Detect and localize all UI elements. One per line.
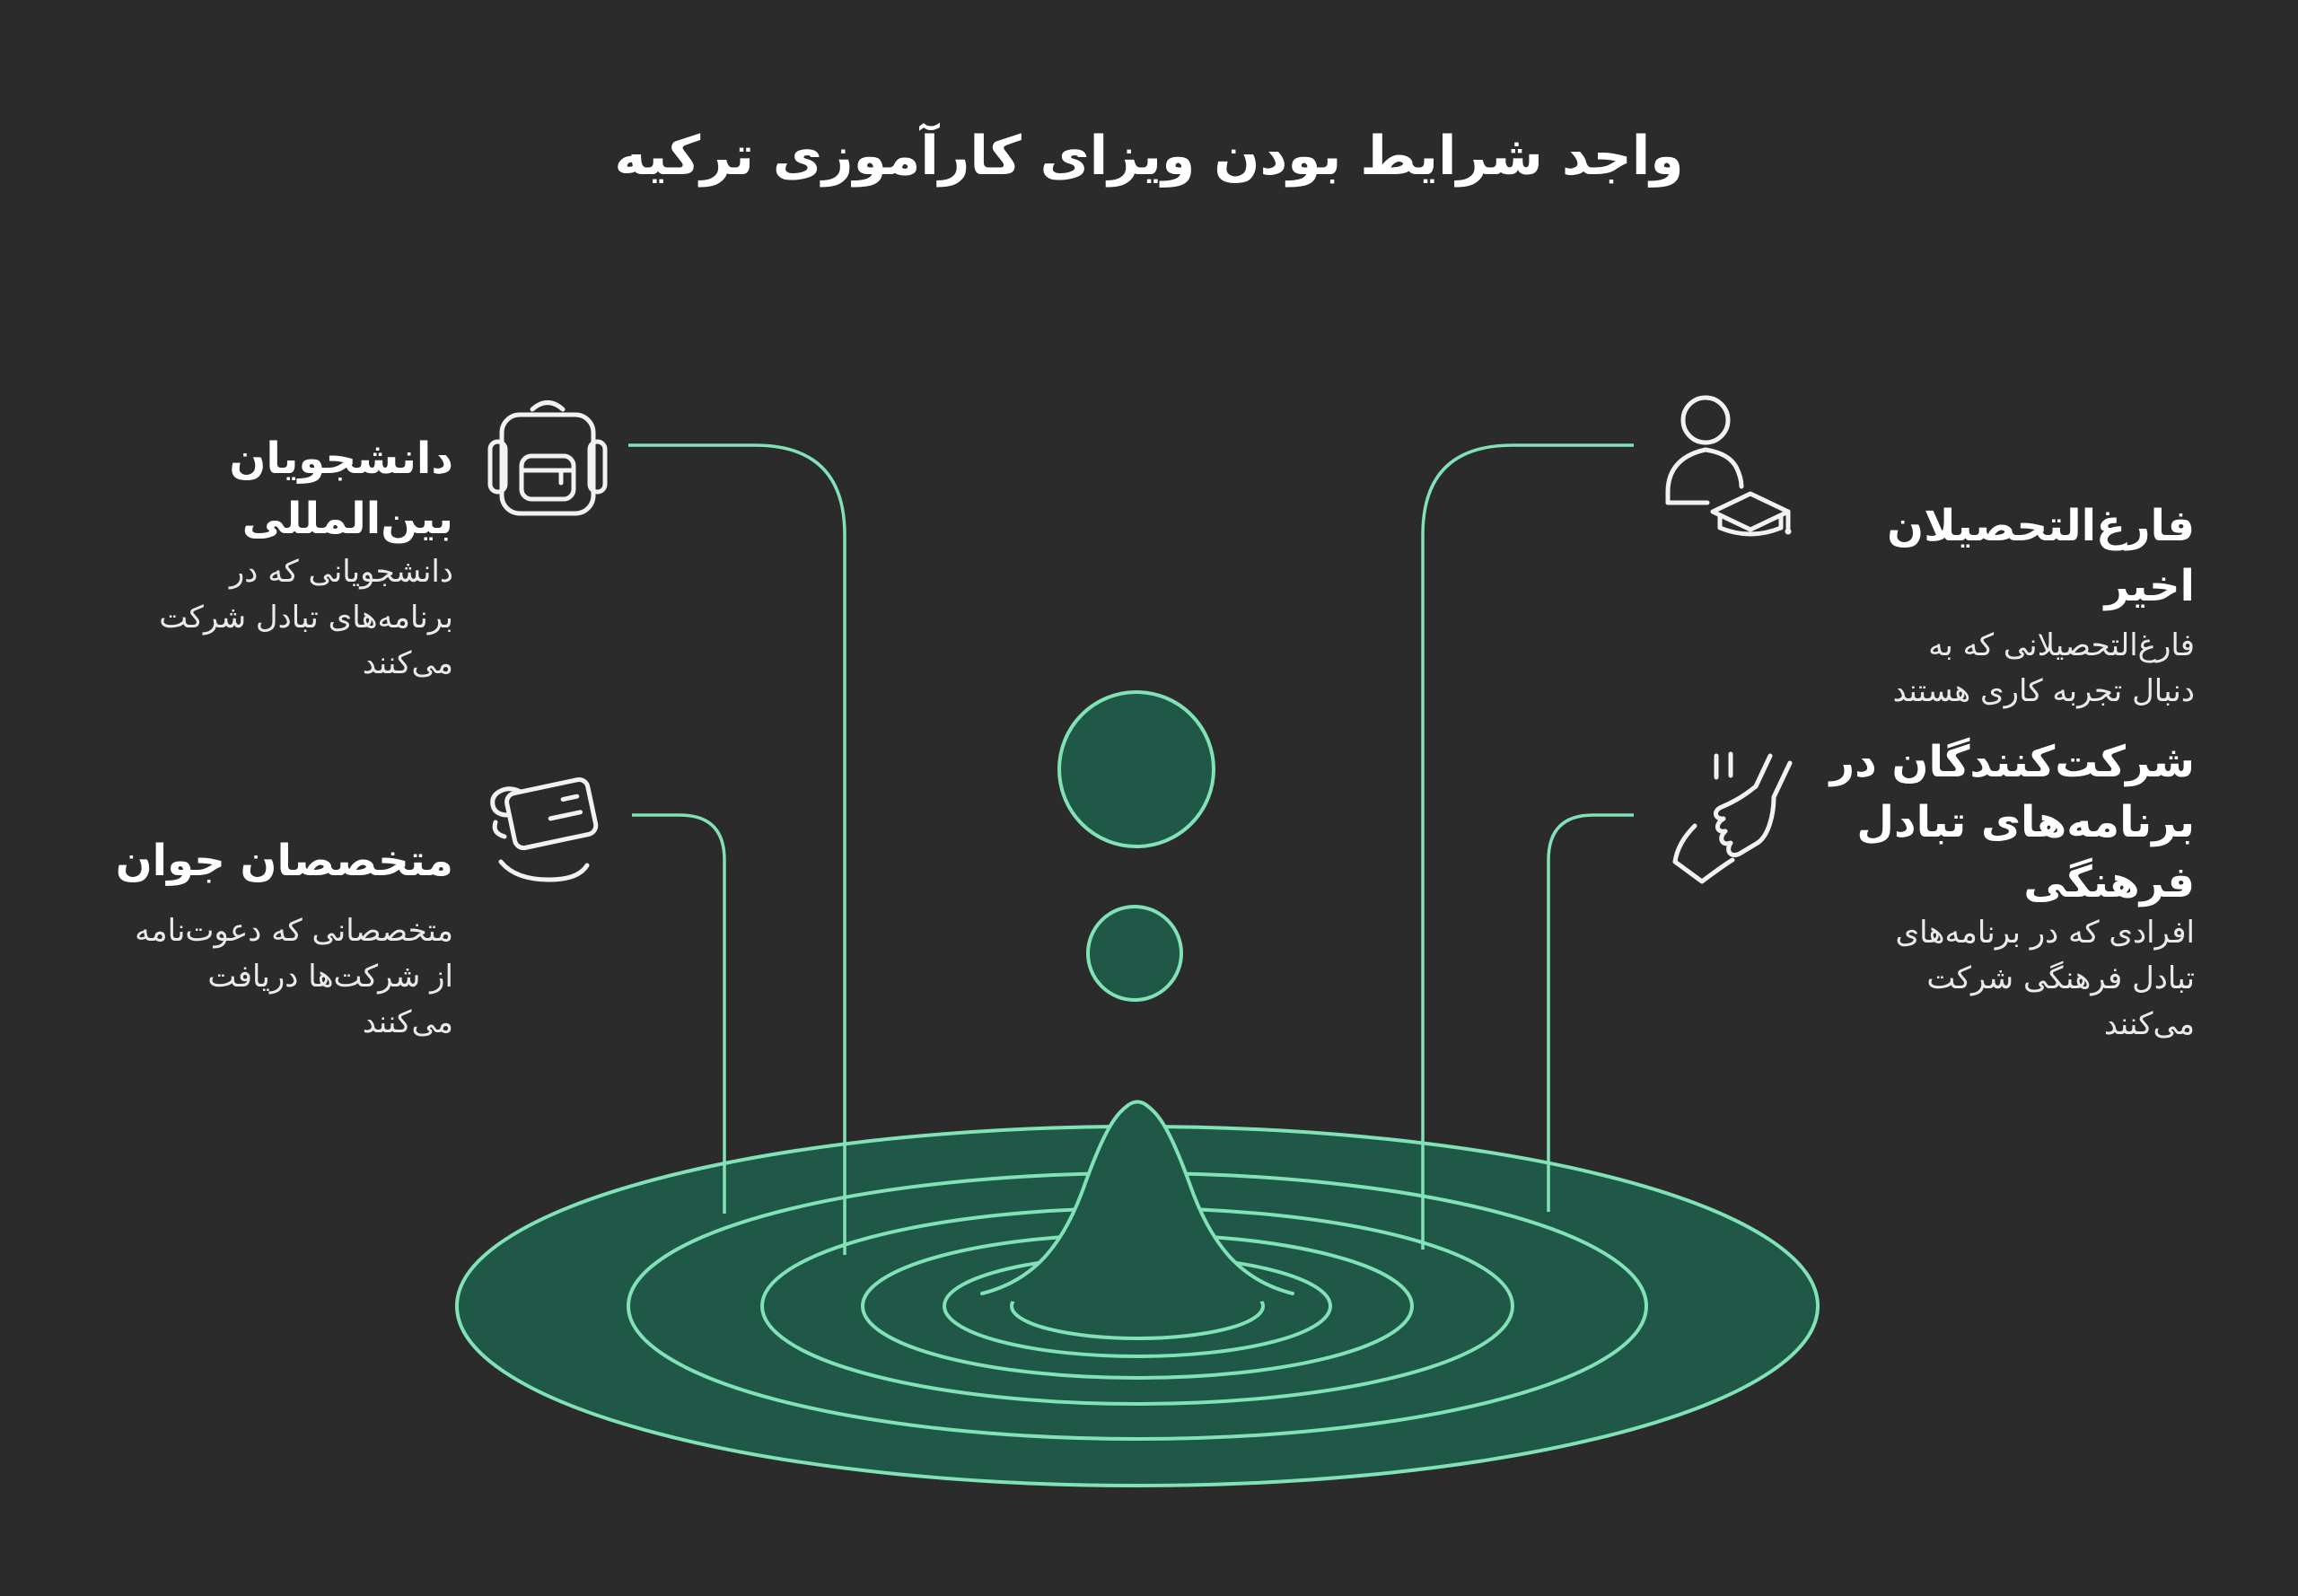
section-description-recent-graduates [1782, 623, 2195, 715]
section-heading-international-students [76, 429, 453, 549]
connector-bottom-right [1548, 815, 1634, 1212]
connector-top-right [1423, 445, 1634, 1250]
description-line: می‌کنند [362, 645, 453, 681]
connector-bottom-left [632, 815, 724, 1214]
section-description-cultural-exchange [1782, 910, 2195, 1048]
description-line: از شرکت‌ها دریافت [207, 959, 453, 995]
page-title: واجد شرایط بودن ویزای کارآموزی ترکیه [614, 125, 1684, 188]
description-line: برنامه‌های تبادل شرکت [159, 600, 453, 636]
description-line: متخصصانی که دعوت‌نامه [135, 913, 453, 949]
description-line: افرادی که در برنامه‌های [1895, 915, 2195, 951]
connector-top-left [628, 445, 845, 1255]
heading-line: متخصصان جوان [115, 836, 453, 886]
description-line: می‌کنند [362, 1004, 453, 1040]
backpack-icon [487, 391, 608, 524]
section-description-international-students [76, 549, 453, 687]
description-line: تبادل فرهنگی شرکت [1926, 960, 2195, 996]
falling-drop-small [1088, 907, 1181, 1000]
heading-line: فارغ‌التحصیلان اخیر [1887, 501, 2195, 611]
description-line: دنبال تجربه کاری هستند [1892, 673, 2195, 709]
section-heading-cultural-exchange [1782, 732, 2195, 913]
falling-drop-large [1059, 692, 1214, 846]
heading-line: فرهنگی [2023, 857, 2195, 908]
description-line: می‌کنند [2103, 1006, 2195, 1042]
heading-line: بین‌المللی [241, 494, 453, 544]
heading-line: برنامه‌های تبادل [1856, 797, 2195, 847]
heading-line: شرکت‌کنندگان در [1829, 737, 2195, 787]
description-line: دانشجویانی که در [229, 554, 453, 590]
section-heading-recent-graduates [1782, 496, 2195, 617]
section-heading-young-professionals [76, 831, 453, 891]
card-in-hand-icon [483, 761, 610, 889]
heading-line: دانشجویان [229, 434, 453, 484]
graduate-icon [1661, 391, 1794, 551]
section-description-young-professionals [76, 908, 453, 1046]
description-line: فارغ‌التحصیلانی که به [1928, 627, 2195, 663]
